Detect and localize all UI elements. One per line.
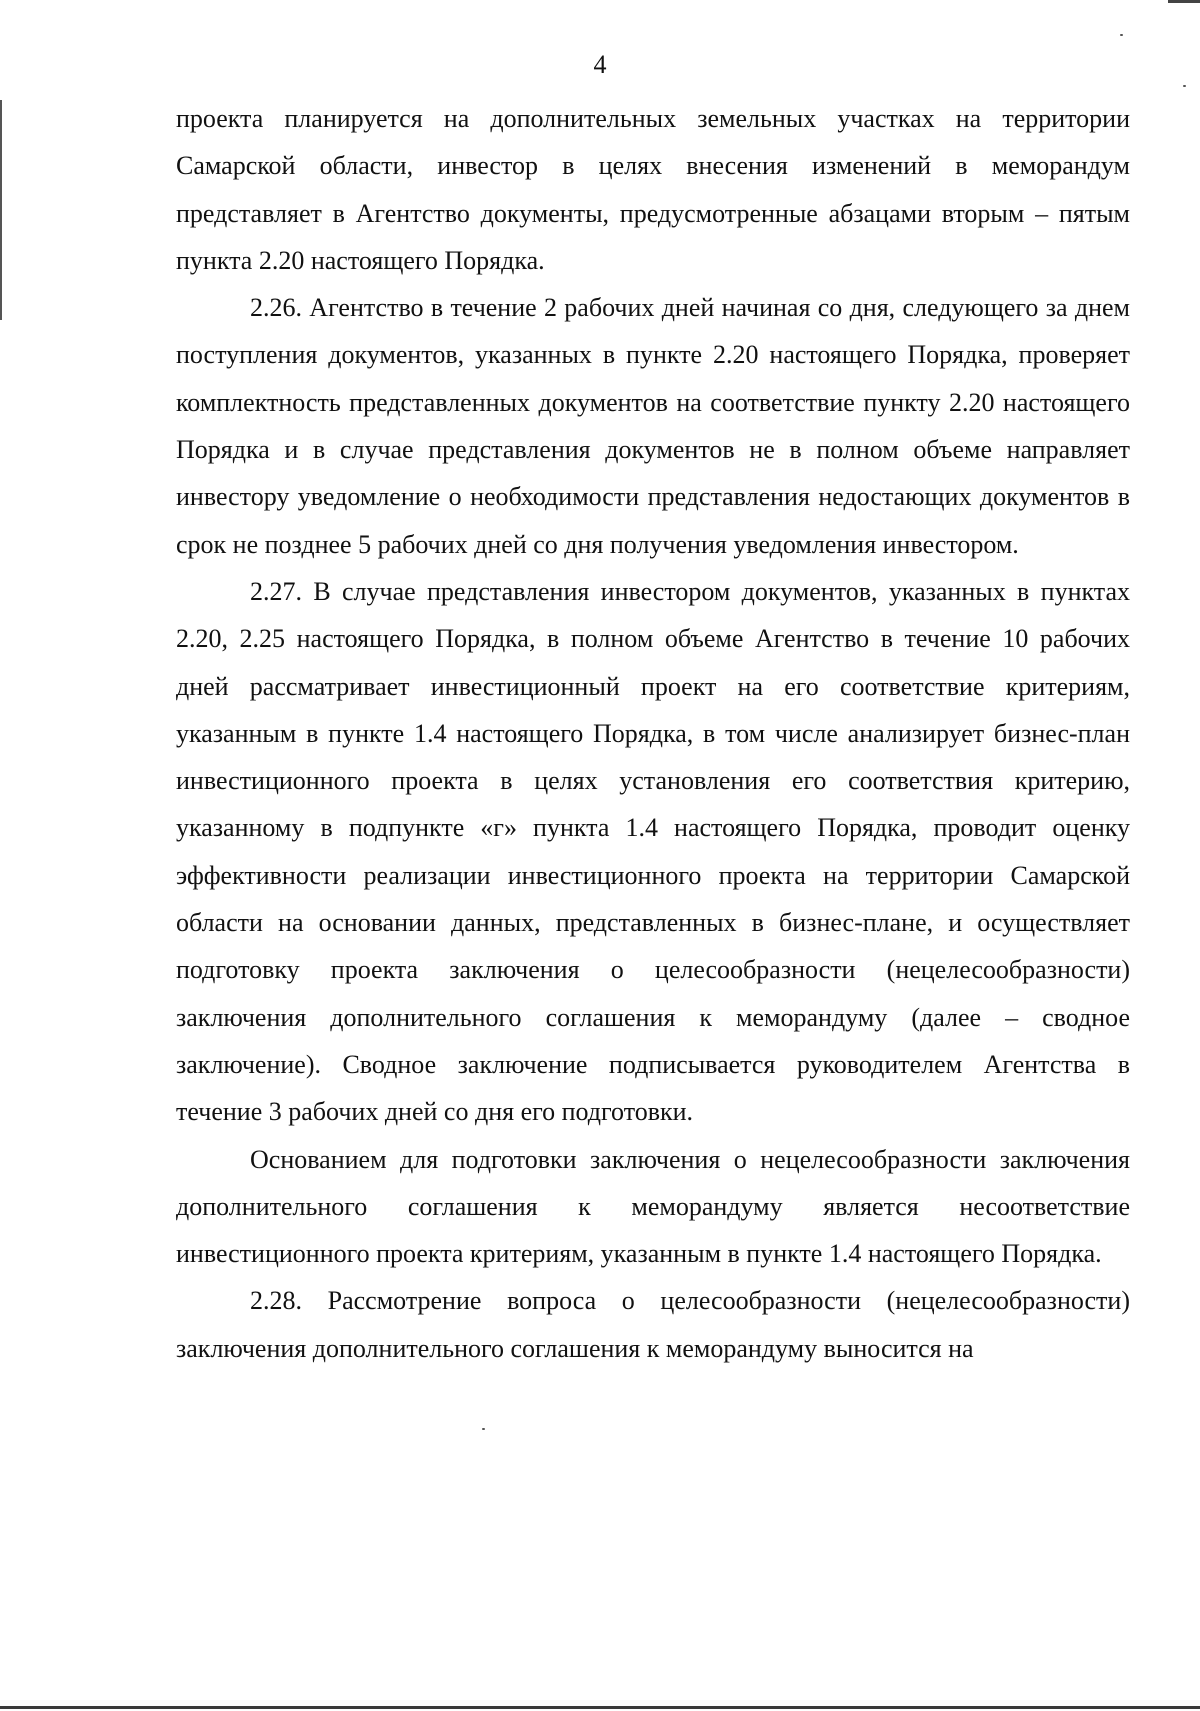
document-body [176, 95, 1130, 1372]
scan-speck [1183, 85, 1186, 87]
scan-speck [1120, 34, 1123, 36]
paragraph-2-26: 2.26. Агентство в течение 2 рабочих дней начиная со дня, следующего за днем поступления документов, указанных в пункте 2.20 настоящего Порядка, проверяет комплектность представленных документов на соответствие пункту 2.20 настоящего Порядка и в случае представления документов не в полном объеме направляет инвестору уведомление о необходимости представления недостающих документов в срок не позднее 5 рабочих дней со дня получения уведомления инвестором. [176, 293, 1130, 559]
scan-corner-mark [1168, 0, 1200, 3]
paragraph-2-27: 2.27. В случае представления инвестором документов, указанных в пунктах 2.20, 2.25 настоящего Порядка, в полном объеме Агентство в течение 10 рабочих дней рассматривает инвестиционный проект на его соответствие критериям, указанным в пункте 1.4 настоящего Порядка, в том числе анализирует бизнес-план инвестиционного проекта в целях установления его соответствия критерию, указанному в подпункте «г» пункта 1.4 настоящего Порядка, проводит оценку эффективности реализации инвестиционного проекта на территории Самарской области на основании данных, представленных в бизнес-плане, и осуществляет подготовку проекта заключения о целесообразности (нецелесообразности) заключения дополнительного соглашения к меморандуму (далее – сводное заключение). Сводное заключение подписывается руководителем Агентства в течение 3 рабочих дней со дня его подготовки. [176, 576, 1130, 1127]
page-number: 4 [593, 50, 607, 79]
paragraph-continuation: проекта планируется на дополнительных земельных участках на территории Самарской области, инвестор в целях внесения изменений в меморандум представляет в Агентство документы, предусмотренные абзацами вторым – пятым пункта 2.20 настоящего Порядка. [176, 104, 1130, 275]
scan-bottom-edge-mark [0, 1706, 1200, 1709]
paragraph-basis: Основанием для подготовки заключения о нецелесообразности заключения дополнительного соглашения к меморандуму является несоответствие инвестиционного проекта критериям, указанным в пункте 1.4 настоящего Порядка. [176, 1144, 1130, 1269]
paragraph-2-28: 2.28. Рассмотрение вопроса о целесообразности (нецелесообразности) заключения дополнительного соглашения к меморандуму выносится на [176, 1286, 1130, 1363]
scan-speck [482, 1428, 485, 1430]
scan-left-edge-mark [0, 100, 2, 320]
